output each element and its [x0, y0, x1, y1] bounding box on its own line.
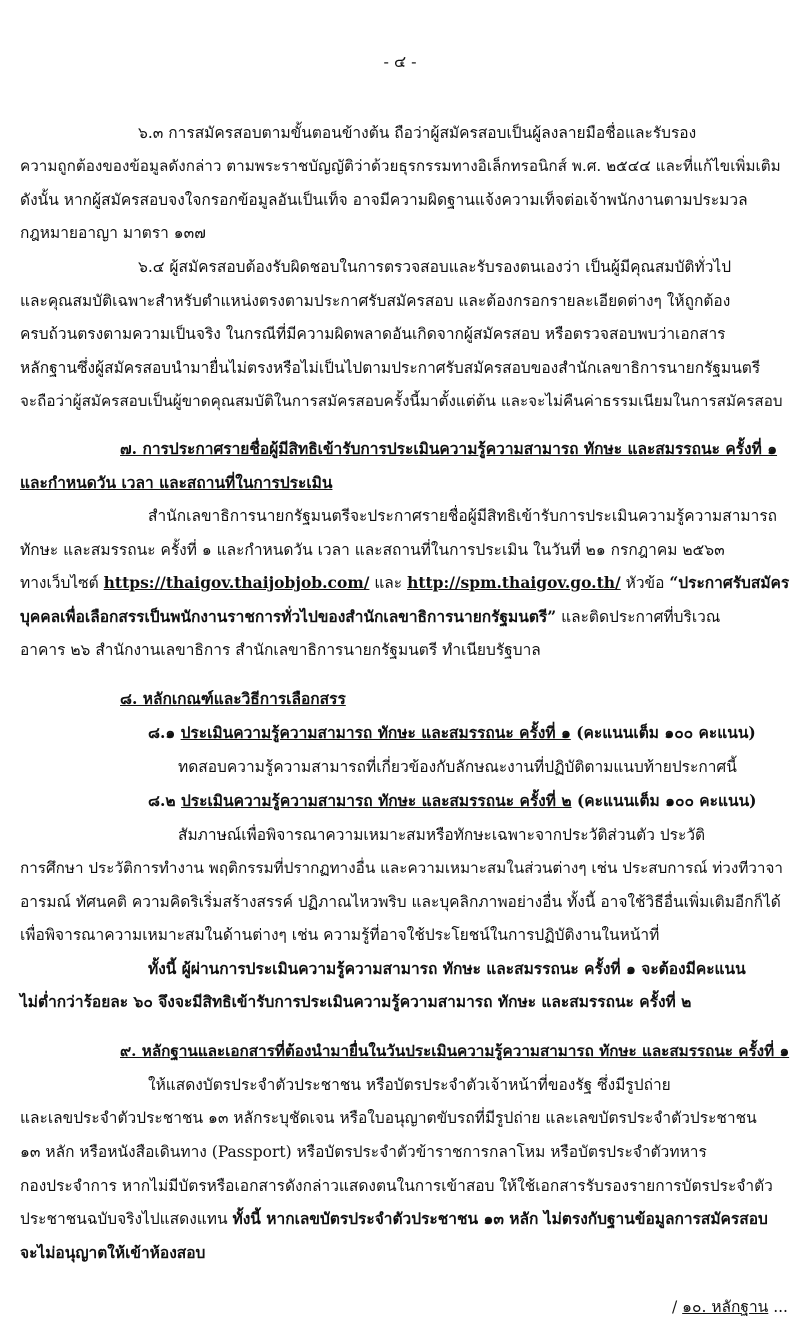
sec-7-line-4: [20, 606, 720, 628]
sec-8-1-score: (คะแนนเต็ม ๑๐๐ คะแนน): [570, 723, 756, 742]
sec-7-heading-line-1: ๗. การประกาศรายชื่อผู้มีสิทธิเข้ารับการประเมินความรู้ความสามารถ ทักษะ และสมรรถนะ ครั้งที่ ๑: [120, 439, 778, 458]
sec-7-line-3-and: และ: [369, 574, 408, 592]
sec-8-2-title: ประเมินความรู้ความสามารถ ทักษะ และสมรรถนะ ครั้งที่ ๒: [180, 791, 572, 810]
sec-9-line-6: จะไม่อนุญาตให้เข้าห้องสอบ: [20, 1243, 206, 1262]
sec-7-line-3-prefix: ทางเว็บไซต์: [20, 574, 104, 592]
sec-7-line-1: สำนักเลขาธิการนายกรัฐมนตรีจะประกาศรายชื่อผู้มีสิทธิเข้ารับการประเมินความรู้ความสามารถ: [148, 507, 778, 525]
sec-7-line-3: [20, 572, 789, 594]
next-page-heading: ๑๐. หลักฐาน: [682, 1298, 769, 1316]
sec-8-2-heading: [148, 790, 757, 812]
sec-7-announcement-title-end: บุคคลเพื่อเลือกสรรเป็นพนักงานราชการทั่วไปของสำนักเลขาธิการนายกรัฐมนตรี”: [20, 607, 557, 626]
sec-8-2-line-4: เพื่อพิจารณาความเหมาะสมในด้านต่างๆ เช่น ความรู้ที่อาจใช้ประโยชน์ในการปฏิบัติงานในหน้าที่: [20, 926, 660, 944]
sec-6-4-line-3: ครบถ้วนตรงตามความเป็นจริง ในกรณีที่มีความผิดพลาดอันเกิดจากผู้สมัครสอบ หรือตรวจสอบพบว่าเอกสาร: [20, 325, 726, 343]
spm-thaigov-link[interactable]: http://spm.thaigov.go.th/: [407, 573, 621, 592]
next-page-indicator: [672, 1296, 788, 1318]
sec-8-1-number: ๘.๑: [148, 723, 181, 742]
sec-7-line-4-suffix: และติดประกาศที่บริเวณ: [556, 608, 721, 626]
sec-8-1-heading: [148, 722, 756, 744]
sec-8-note-line-2: ไม่ต่ำกว่าร้อยละ ๖๐ จึงจะมีสิทธิเข้ารับการประเมินความรู้ความสามารถ ทักษะ และสมรรถนะ ครั้งที่ ๒: [20, 992, 692, 1011]
sec-8-2-score: (คะแนนเต็ม ๑๐๐ คะแนน): [571, 791, 757, 810]
sec-8-1-title: ประเมินความรู้ความสามารถ ทักษะ และสมรรถนะ ครั้งที่ ๑: [180, 723, 571, 742]
sec-6-4-line-5: จะถือว่าผู้สมัครสอบเป็นผู้ขาดคุณสมบัติในการสมัครสอบครั้งนี้มาตั้งแต่ต้น และจะไม่คืนค่าธรรมเนียมในการสมัครสอบ: [20, 392, 783, 410]
sec-8-1-body: ทดสอบความรู้ความสามารถที่เกี่ยวข้องกับลักษณะงานที่ปฏิบัติตามแนบท้ายประกาศนี้: [178, 758, 737, 776]
sec-9-line-5-warning: ทั้งนี้ หากเลขบัตรประจำตัวประชาชน ๑๓ หลัก ไม่ตรงกับฐานข้อมูลการสมัครสอบ: [232, 1209, 768, 1228]
page-number: - ๔ -: [383, 52, 417, 71]
thaijobjob-link[interactable]: https://thaigov.thaijobjob.com/: [103, 573, 370, 592]
sec-6-3-line-2: ความถูกต้องของข้อมูลดังกล่าว ตามพระราชบัญญัติว่าด้วยธุรกรรมทางอิเล็กทรอนิกส์ พ.ศ. ๒๕๔๔ และที่แก้ไขเพิ่มเติม: [20, 157, 781, 175]
sec-6-3-line-4: กฎหมายอาญา มาตรา ๑๓๗: [20, 224, 206, 242]
sec-8-note-line-1: ทั้งนี้ ผู้ผ่านการประเมินความรู้ความสามารถ ทักษะ และสมรรถนะ ครั้งที่ ๑ จะต้องมีคะแนน: [148, 959, 746, 978]
sec-7-heading-line-2: และกำหนดวัน เวลา และสถานที่ในการประเมิน: [20, 473, 333, 492]
sec-6-4-line-2: และคุณสมบัติเฉพาะสำหรับตำแหน่งตรงตามประกาศรับสมัครสอบ และต้องกรอกรายละเอียดต่างๆ ให้ถูกต้อง: [20, 292, 731, 310]
sec-9-line-5: [20, 1208, 768, 1230]
sec-6-3-line-3: ดังนั้น หากผู้สมัครสอบจงใจกรอกข้อมูลอันเป็นเท็จ อาจมีความผิดฐานแจ้งความเท็จต่อเจ้าพนักงานตามประมวล: [20, 191, 748, 209]
sec-8-2-line-2: การศึกษา ประวัติการทำงาน พฤติกรรมที่ปรากฏทางอื่น และความเหมาะสมในส่วนต่างๆ เช่น ประสบการณ์ ท่วงทีวาจา: [20, 859, 783, 877]
sec-9-line-2: และเลขประจำตัวประชาชน ๑๓ หลักระบุชัดเจน หรือใบอนุญาตขับรถที่มีรูปถ่าย และเลขบัตรประจำตัวประชาชน: [20, 1109, 757, 1127]
sec-9-line-3: ๑๓ หลัก หรือหนังสือเดินทาง (Passport) หรือบัตรประจำตัวข้าราชการกลาโหม หรือบัตรประจำตัวทหาร: [20, 1143, 707, 1161]
next-page-ellipsis: ...: [768, 1298, 788, 1316]
sec-7-announcement-title-start: “ประกาศรับสมัคร: [669, 573, 790, 592]
sec-6-4-line-4: หลักฐานซึ่งผู้สมัครสอบนำมายื่นไม่ตรงหรือไม่เป็นไปตามประกาศรับสมัครสอบของสำนักเลขาธิการนายกรัฐมนตรี: [20, 359, 761, 377]
sec-7-line-5: อาคาร ๒๖ สำนักงานเลขาธิการ สำนักเลขาธิการนายกรัฐมนตรี ทำเนียบรัฐบาล: [20, 641, 541, 659]
sec-7-line-3-topic: หัวข้อ: [620, 574, 670, 592]
sec-7-line-2: ทักษะ และสมรรถนะ ครั้งที่ ๑ และกำหนดวัน เวลา และสถานที่ในการประเมิน ในวันที่ ๒๑ กรกฎาคม ๒๕๖๓: [20, 541, 725, 559]
sec-8-heading: ๘. หลักเกณฑ์และวิธีการเลือกสรร: [120, 689, 346, 708]
sec-8-2-line-1: สัมภาษณ์เพื่อพิจารณาความเหมาะสมหรือทักษะเฉพาะจากประวัติส่วนตัว ประวัติ: [178, 826, 706, 844]
sec-9-line-4: กองประจำการ หากไม่มีบัตรหรือเอกสารดังกล่าวแสดงตนในการเข้าสอบ ให้ใช้เอกสารรับรองรายการบัตรประจำตัว: [20, 1177, 773, 1195]
next-page-prefix: /: [672, 1298, 683, 1316]
sec-9-heading: ๙. หลักฐานและเอกสารที่ต้องนำมายื่นในวันประเมินความรู้ความสามารถ ทักษะ และสมรรถนะ ครั้งที่ ๑: [120, 1042, 790, 1060]
sec-8-2-line-3: อารมณ์ ทัศนคติ ความคิดริเริ่มสร้างสรรค์ ปฏิภาณไหวพริบ และบุคลิกภาพอย่างอื่น ทั้งนี้ อาจใช้วิธีอื่นเพิ่มเติมอีกก็ได้: [20, 893, 781, 911]
sec-8-2-number: ๘.๒: [148, 791, 181, 810]
sec-9-line-1: ให้แสดงบัตรประจำตัวประชาชน หรือบัตรประจำตัวเจ้าหน้าที่ของรัฐ ซึ่งมีรูปถ่าย: [148, 1076, 671, 1094]
sec-6-4-line-1: ๖.๔ ผู้สมัครสอบต้องรับผิดชอบในการตรวจสอบและรับรองตนเองว่า เป็นผู้มีคุณสมบัติทั่วไป: [138, 258, 732, 276]
sec-6-3-line-1: ๖.๓ การสมัครสอบตามขั้นตอนข้างต้น ถือว่าผู้สมัครสอบเป็นผู้ลงลายมือชื่อและรับรอง: [138, 124, 697, 142]
sec-9-line-5-prefix: ประชาชนฉบับจริงไปแสดงแทน: [20, 1210, 233, 1228]
